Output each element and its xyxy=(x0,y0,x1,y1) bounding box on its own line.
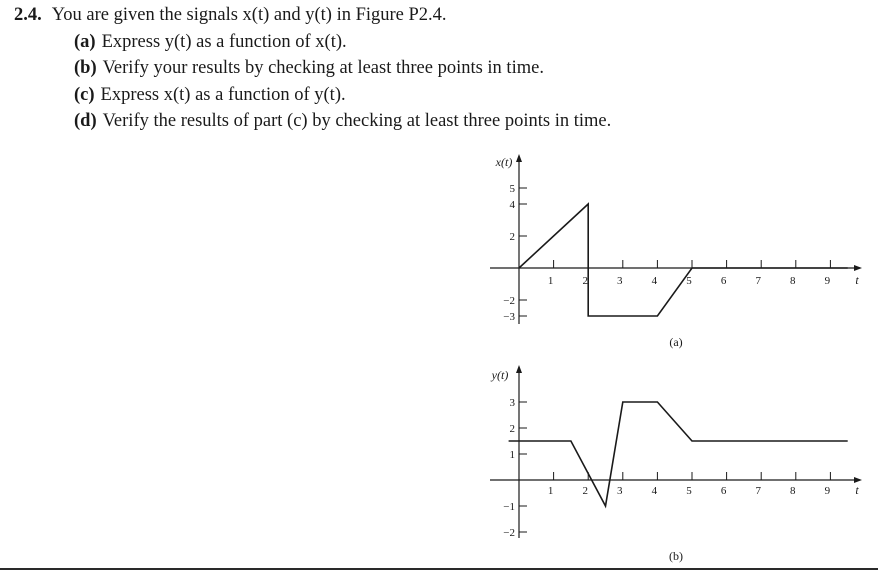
signal-plot-y xyxy=(490,365,862,563)
y-tick-label: 2 xyxy=(509,423,515,435)
y-tick-label: 2 xyxy=(509,231,515,243)
problem-number: 2.4. xyxy=(14,5,42,25)
y-tick-label: −2 xyxy=(503,527,515,539)
x-axis-label: t xyxy=(855,273,859,287)
x-tick-label: 2 xyxy=(582,485,588,497)
x-tick-label: 5 xyxy=(686,275,692,287)
y-tick-label: 1 xyxy=(509,449,515,461)
plot-caption: (a) xyxy=(669,335,683,349)
part-text: Verify the results of part (c) by checking at least three points in time. xyxy=(102,111,612,131)
y-tick-label: −2 xyxy=(503,295,515,307)
y-axis-label: y(t) xyxy=(491,368,509,382)
plot-caption: (b) xyxy=(669,549,683,563)
x-tick-label: 9 xyxy=(824,275,831,287)
x-axis-arrow xyxy=(854,265,862,271)
signal-plot-x xyxy=(490,154,862,349)
page-bottom-rule xyxy=(0,568,878,570)
x-tick-label: 7 xyxy=(755,275,761,287)
signal-line xyxy=(509,402,848,506)
x-tick-label: 4 xyxy=(651,275,658,287)
x-tick-label: 5 xyxy=(686,485,692,497)
part-label: (a) xyxy=(74,31,96,52)
x-tick-label: 8 xyxy=(790,275,796,287)
y-tick-label: 5 xyxy=(509,183,515,195)
part-text: Express x(t) as a function of y(t). xyxy=(100,84,346,105)
part-label: (c) xyxy=(74,84,95,105)
x-tick-label: 1 xyxy=(547,485,554,497)
x-tick-label: 9 xyxy=(824,485,831,497)
y-axis-arrow xyxy=(516,365,522,373)
y-tick-label: 3 xyxy=(509,397,515,409)
x-tick-label: 2 xyxy=(582,275,588,287)
x-tick-label: 3 xyxy=(617,485,623,497)
problem-statement-text: You are given the signals x(t) and y(t) in Figure P2.4. xyxy=(51,5,447,25)
part-label: (d) xyxy=(74,111,97,131)
y-axis-arrow xyxy=(516,154,522,162)
y-axis-label: x(t) xyxy=(495,155,513,169)
x-tick-label: 8 xyxy=(790,485,796,497)
y-tick-label: −3 xyxy=(503,311,515,323)
x-tick-label: 6 xyxy=(720,275,727,287)
x-tick-label: 1 xyxy=(547,275,554,287)
part-text: Express y(t) as a function of x(t). xyxy=(101,31,347,52)
y-tick-label: −1 xyxy=(503,501,515,513)
x-tick-label: 4 xyxy=(651,485,658,497)
x-axis-label: t xyxy=(855,483,859,497)
x-tick-label: 7 xyxy=(755,485,761,497)
x-tick-label: 6 xyxy=(720,485,727,497)
signal-line xyxy=(519,204,848,316)
part-label: (b) xyxy=(74,58,97,78)
x-tick-label: 3 xyxy=(617,275,623,287)
part-text: Verify your results by checking at least three points in time. xyxy=(102,58,544,78)
y-tick-label: 4 xyxy=(509,199,515,211)
